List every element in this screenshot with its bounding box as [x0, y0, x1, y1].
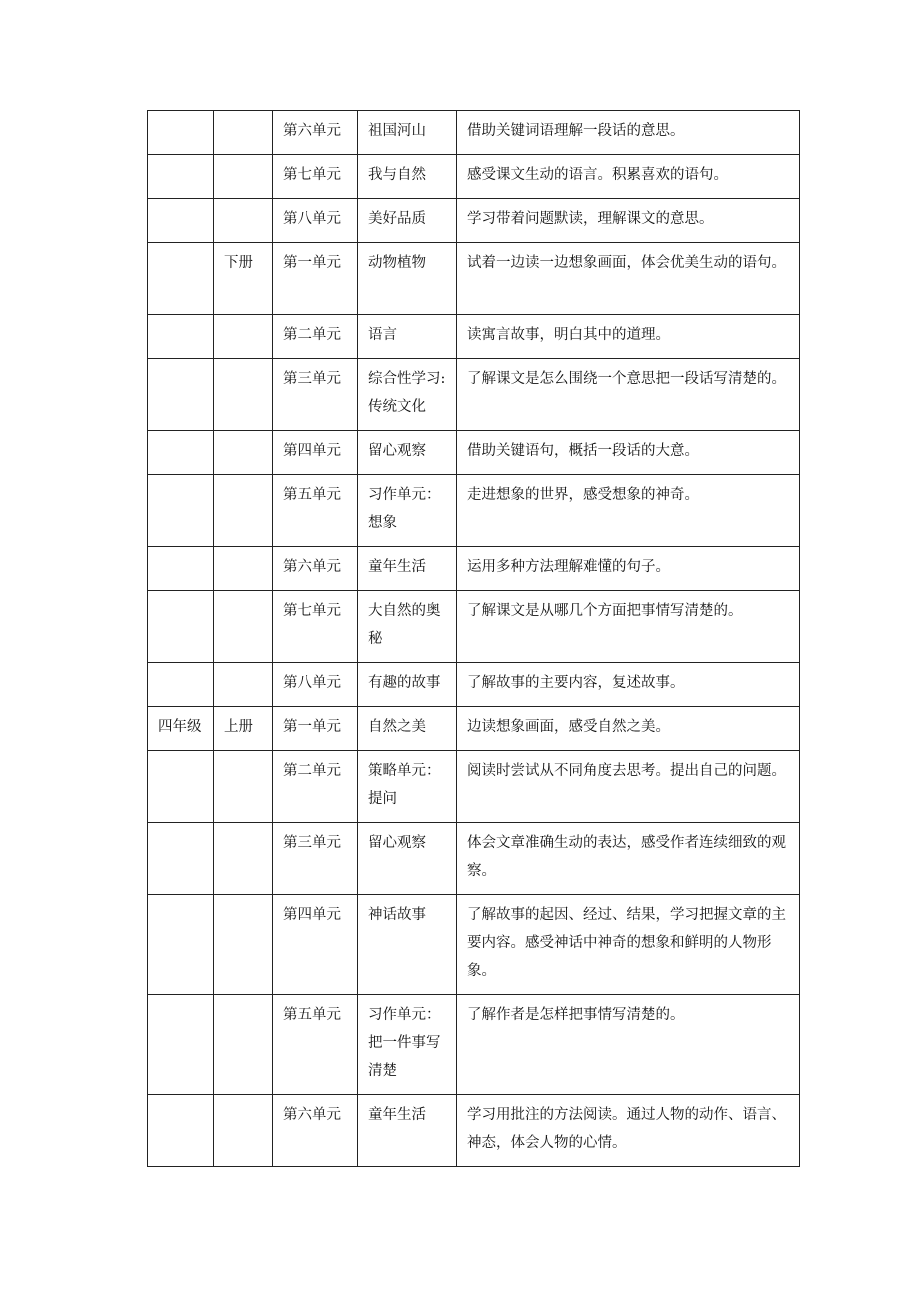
volume-cell [214, 199, 273, 243]
theme-cell: 童年生活 [358, 547, 457, 591]
theme-cell: 神话故事 [358, 895, 457, 995]
grade-cell [148, 243, 214, 315]
volume-cell [214, 1095, 273, 1167]
table-row [148, 475, 800, 547]
table-row [148, 591, 800, 663]
unit-cell: 第七单元 [273, 591, 358, 663]
theme-cell: 策略单元：提问 [358, 751, 457, 823]
unit-cell: 第八单元 [273, 663, 358, 707]
grade-cell [148, 111, 214, 155]
grade-cell [148, 547, 214, 591]
syllabus-table [147, 110, 800, 1167]
table-row [148, 315, 800, 359]
grade-cell: 四年级 [148, 707, 214, 751]
theme-cell: 习作单元：把一件事写清楚 [358, 995, 457, 1095]
goal-cell: 借助关键词语理解一段话的意思。 [457, 111, 800, 155]
grade-cell [148, 823, 214, 895]
theme-cell: 童年生活 [358, 1095, 457, 1167]
grade-cell [148, 359, 214, 431]
goal-cell: 学习带着问题默读，理解课文的意思。 [457, 199, 800, 243]
table-row [148, 359, 800, 431]
unit-cell: 第三单元 [273, 359, 358, 431]
table-row [148, 751, 800, 823]
grade-cell [148, 199, 214, 243]
table-body [148, 111, 800, 1167]
theme-cell: 动物植物 [358, 243, 457, 315]
volume-cell: 上册 [214, 707, 273, 751]
theme-cell: 我与自然 [358, 155, 457, 199]
theme-cell: 美好品质 [358, 199, 457, 243]
theme-cell: 留心观察 [358, 823, 457, 895]
volume-cell: 下册 [214, 243, 273, 315]
unit-cell: 第六单元 [273, 547, 358, 591]
unit-cell: 第五单元 [273, 995, 358, 1095]
unit-cell: 第一单元 [273, 707, 358, 751]
table-row [148, 243, 800, 315]
goal-cell: 了解作者是怎样把事情写清楚的。 [457, 995, 800, 1095]
table-row [148, 431, 800, 475]
theme-cell: 有趣的故事 [358, 663, 457, 707]
grade-cell [148, 995, 214, 1095]
unit-cell: 第五单元 [273, 475, 358, 547]
table-row [148, 895, 800, 995]
goal-cell: 试着一边读一边想象画面，体会优美生动的语句。 [457, 243, 800, 315]
grade-cell [148, 751, 214, 823]
volume-cell [214, 591, 273, 663]
grade-cell [148, 475, 214, 547]
unit-cell: 第七单元 [273, 155, 358, 199]
volume-cell [214, 751, 273, 823]
grade-cell [148, 1095, 214, 1167]
table-row [148, 111, 800, 155]
goal-cell: 了解故事的起因、经过、结果，学习把握文章的主要内容。感受神话中神奇的想象和鲜明的人物形象。 [457, 895, 800, 995]
volume-cell [214, 663, 273, 707]
theme-cell: 自然之美 [358, 707, 457, 751]
volume-cell [214, 111, 273, 155]
unit-cell: 第一单元 [273, 243, 358, 315]
volume-cell [214, 359, 273, 431]
unit-cell: 第二单元 [273, 315, 358, 359]
theme-cell: 留心观察 [358, 431, 457, 475]
goal-cell: 边读想象画面，感受自然之美。 [457, 707, 800, 751]
volume-cell [214, 315, 273, 359]
volume-cell [214, 547, 273, 591]
theme-cell: 语言 [358, 315, 457, 359]
goal-cell: 运用多种方法理解难懂的句子。 [457, 547, 800, 591]
grade-cell [148, 431, 214, 475]
goal-cell: 学习用批注的方法阅读。通过人物的动作、语言、神态，体会人物的心情。 [457, 1095, 800, 1167]
goal-cell: 了解课文是怎么围绕一个意思把一段话写清楚的。 [457, 359, 800, 431]
unit-cell: 第八单元 [273, 199, 358, 243]
volume-cell [214, 995, 273, 1095]
goal-cell: 读寓言故事，明白其中的道理。 [457, 315, 800, 359]
grade-cell [148, 155, 214, 199]
unit-cell: 第四单元 [273, 895, 358, 995]
unit-cell: 第三单元 [273, 823, 358, 895]
goal-cell: 借助关键语句，概括一段话的大意。 [457, 431, 800, 475]
goal-cell: 感受课文生动的语言。积累喜欢的语句。 [457, 155, 800, 199]
volume-cell [214, 823, 273, 895]
table-row [148, 823, 800, 895]
unit-cell: 第四单元 [273, 431, 358, 475]
goal-cell: 体会文章准确生动的表达，感受作者连续细致的观察。 [457, 823, 800, 895]
grade-cell [148, 591, 214, 663]
table-row [148, 547, 800, 591]
theme-cell: 综合性学习:传统文化 [358, 359, 457, 431]
goal-cell: 了解故事的主要内容，复述故事。 [457, 663, 800, 707]
goal-cell: 了解课文是从哪几个方面把事情写清楚的。 [457, 591, 800, 663]
volume-cell [214, 155, 273, 199]
unit-cell: 第六单元 [273, 111, 358, 155]
volume-cell [214, 475, 273, 547]
table-row [148, 707, 800, 751]
grade-cell [148, 315, 214, 359]
goal-cell: 阅读时尝试从不同角度去思考。提出自己的问题。 [457, 751, 800, 823]
goal-cell: 走进想象的世界，感受想象的神奇。 [457, 475, 800, 547]
table-row [148, 995, 800, 1095]
theme-cell: 习作单元：想象 [358, 475, 457, 547]
table-row [148, 1095, 800, 1167]
grade-cell [148, 895, 214, 995]
volume-cell [214, 431, 273, 475]
grade-cell [148, 663, 214, 707]
theme-cell: 大自然的奥秘 [358, 591, 457, 663]
table-row [148, 155, 800, 199]
table-row [148, 663, 800, 707]
volume-cell [214, 895, 273, 995]
table-row [148, 199, 800, 243]
unit-cell: 第二单元 [273, 751, 358, 823]
theme-cell: 祖国河山 [358, 111, 457, 155]
unit-cell: 第六单元 [273, 1095, 358, 1167]
